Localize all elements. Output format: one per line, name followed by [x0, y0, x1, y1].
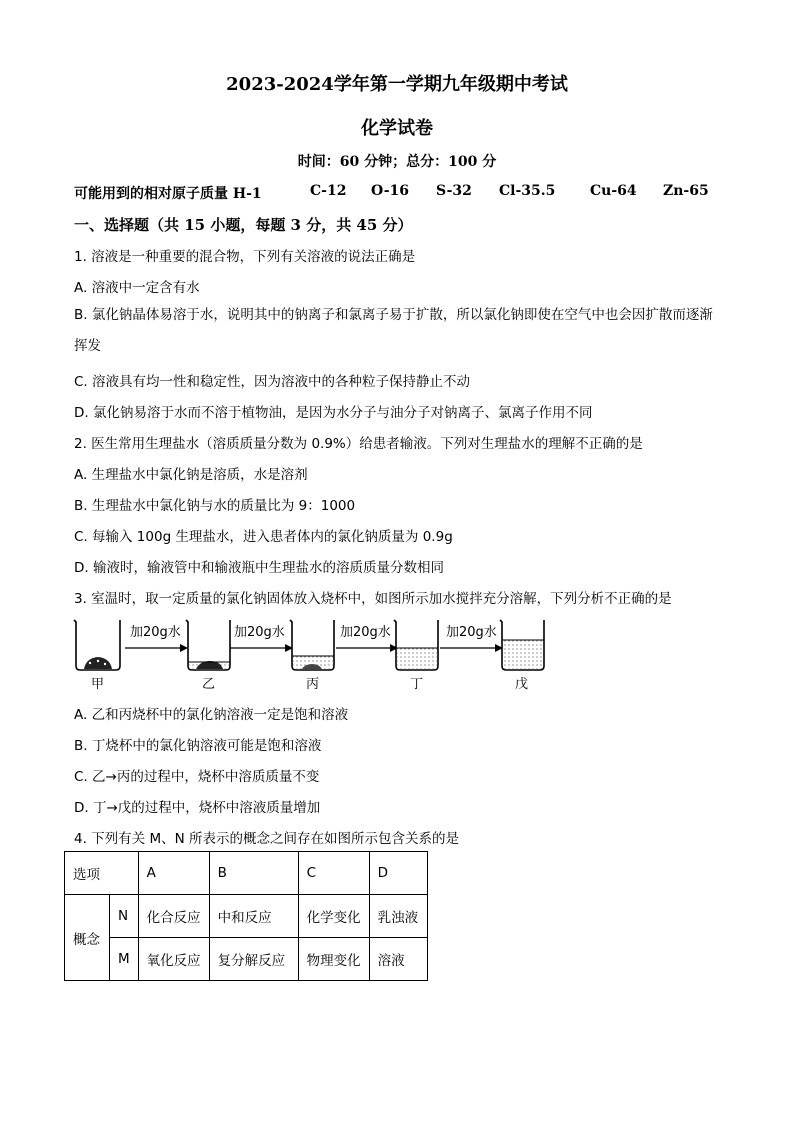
q1-stem: 1. 溶液是一种重要的混合物，下列有关溶液的说法正确是	[74, 249, 416, 265]
q3-option-b: B. 丁烧杯中的氯化钠溶液可能是饱和溶液	[74, 738, 322, 754]
table-cell: 溶液	[369, 938, 427, 981]
beaker-yi	[186, 620, 230, 670]
q1-option-c: C. 溶液具有均一性和稳定性，因为溶液中的各种粒子保持静止不动	[74, 374, 471, 390]
arrow-label-4: 加20g水	[446, 625, 497, 640]
arrow-label-2: 加20g水	[234, 625, 285, 640]
beaker-label-bing: 丙	[306, 677, 320, 692]
table-header-cell: D	[369, 852, 427, 895]
table-cell: 中和反应	[209, 895, 298, 938]
q2-option-b: B. 生理盐水中氯化钠与水的质量比为 9：1000	[74, 498, 356, 514]
arrow-label-1: 加20g水	[130, 625, 181, 640]
exam-subtitle: 化学试卷	[361, 118, 433, 139]
atom-o: O-16	[371, 183, 410, 199]
atom-cl: Cl-35.5	[499, 183, 556, 199]
arrow-label-3: 加20g水	[340, 625, 391, 640]
table-cell: 化合反应	[138, 895, 209, 938]
q3-option-d: D. 丁→戊的过程中，烧杯中溶液质量增加	[74, 800, 321, 816]
table-header-row	[65, 852, 428, 895]
beaker-label-jia: 甲	[91, 677, 105, 692]
beaker-label-wu: 戊	[515, 677, 529, 692]
q4-stem: 4. 下列有关 M、N 所表示的概念之间存在如图所示包含关系的是	[74, 831, 459, 847]
table-row-key: N	[110, 895, 139, 938]
beaker-ding	[394, 620, 438, 670]
atom-c: C-12	[310, 183, 347, 199]
table-cell: 物理变化	[298, 938, 369, 981]
section-heading: 一、选择题（共 15 小题，每题 3 分，共 45 分）	[74, 216, 413, 234]
table-cell: 复分解反应	[209, 938, 298, 981]
q1-option-d: D. 氯化钠易溶于水而不溶于植物油，是因为水分子与油分子对钠离子、氯离子作用不同	[74, 405, 593, 421]
q2-option-d: D. 输液时，输液管中和输液瓶中生理盐水的溶质质量分数相同	[74, 560, 444, 576]
beaker-figure	[60, 612, 560, 694]
table-row	[65, 895, 428, 938]
q1-option-a: A. 溶液中一定含有水	[74, 280, 200, 296]
q4-option-table	[64, 851, 428, 981]
q3-stem: 3. 室温时，取一定质量的氯化钠固体放入烧杯中，如图所示加水搅拌充分溶解，下列分析不正确的是	[74, 591, 672, 607]
table-cell: 化学变化	[298, 895, 369, 938]
exam-title: 2023-2024学年第一学期九年级期中考试	[226, 74, 568, 95]
atom-cu: Cu-64	[590, 183, 637, 199]
beaker-label-yi: 乙	[202, 677, 216, 692]
q3-option-c: C. 乙→丙的过程中，烧杯中溶质质量不变	[74, 769, 320, 785]
beaker-bing	[290, 620, 334, 670]
table-cell: 氧化反应	[138, 938, 209, 981]
atomic-mass-label: 可能用到的相对原子质量 H-1	[74, 186, 262, 202]
table-cell: 乳浊液	[369, 895, 427, 938]
q1-option-b: B. 氯化钠晶体易溶于水，说明其中的钠离子和氯离子易于扩散，所以氯化钠即使在空气中也会因扩散而逐渐挥发	[74, 307, 713, 354]
beaker-label-ding: 丁	[410, 677, 424, 692]
table-header-cell: C	[298, 852, 369, 895]
beaker-wu	[500, 620, 544, 670]
table-header-cell: A	[138, 852, 209, 895]
exam-meta: 时间：60 分钟；总分：100 分	[297, 154, 497, 170]
atom-s: S-32	[436, 183, 472, 199]
table-header-cell: B	[209, 852, 298, 895]
beaker-jia	[74, 620, 120, 670]
table-header-cell: 选项	[65, 852, 139, 895]
q2-stem: 2. 医生常用生理盐水（溶质质量分数为 0.9%）给患者输液。下列对生理盐水的理解不正确的是	[74, 436, 643, 452]
table-row-group-label: 概念	[65, 895, 110, 981]
q2-option-c: C. 每输入 100g 生理盐水，进入患者体内的氯化钠质量为 0.9g	[74, 529, 453, 545]
table-row-key: M	[110, 938, 139, 981]
atom-zn: Zn-65	[663, 183, 709, 199]
table-row	[65, 938, 428, 981]
q3-option-a: A. 乙和丙烧杯中的氯化钠溶液一定是饱和溶液	[74, 707, 349, 723]
q2-option-a: A. 生理盐水中氯化钠是溶质，水是溶剂	[74, 467, 308, 483]
